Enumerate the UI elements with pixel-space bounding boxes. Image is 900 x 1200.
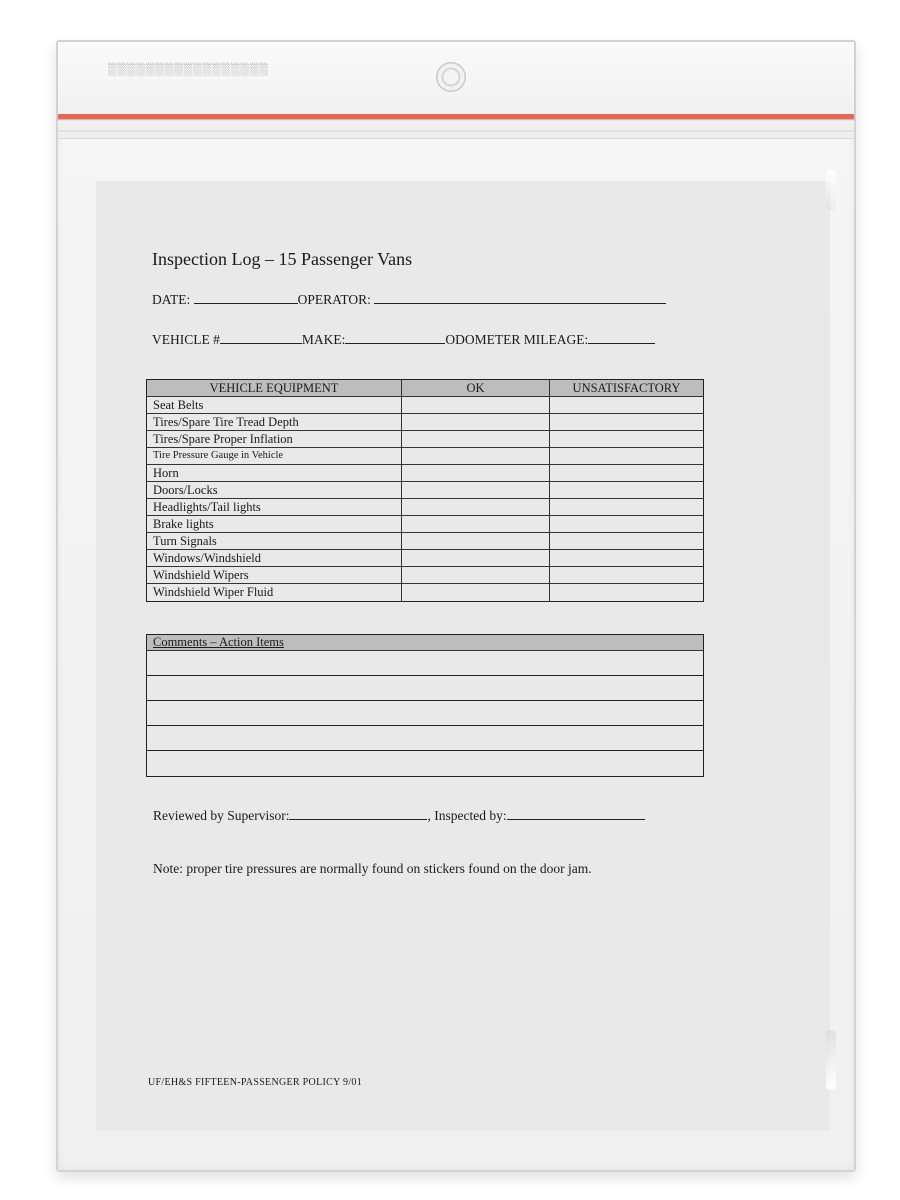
form-title: Inspection Log – 15 Passenger Vans [152,249,413,269]
table-row [147,414,703,431]
equipment-item: Windshield Wipers [147,567,402,583]
operator-label: OPERATOR: [297,292,371,307]
unsatisfactory-cell[interactable] [550,431,703,447]
sleeve-glare [826,1030,836,1090]
ok-cell[interactable] [402,397,550,413]
table-row [147,397,703,414]
make-label: MAKE: [301,332,346,347]
vehicle-number-field[interactable] [220,331,302,344]
vehicle-label: VEHICLE # [152,332,220,347]
supervisor-field[interactable] [289,807,427,820]
ok-cell[interactable] [402,414,550,430]
ok-cell[interactable] [402,516,550,532]
header-equipment: VEHICLE EQUIPMENT [147,380,402,396]
equipment-item: Horn [147,465,402,481]
tire-pressure-note: Note: proper tire pressures are normally found on stickers found on the door jam. [153,861,592,876]
table-row [147,499,703,516]
equipment-item: Tires/Spare Proper Inflation [147,431,402,447]
table-row [147,465,703,482]
unsatisfactory-cell[interactable] [550,533,703,549]
equipment-item: Windshield Wiper Fluid [147,584,402,601]
unsatisfactory-cell[interactable] [550,448,703,464]
ok-cell[interactable] [402,499,550,515]
policy-footer: UF/EH&S FIFTEEN-PASSENGER POLICY 9/01 [148,1077,362,1088]
ok-cell[interactable] [402,482,550,498]
comment-line[interactable] [147,751,703,776]
table-row [147,516,703,533]
unsatisfactory-cell[interactable] [550,516,703,532]
operator-field[interactable] [374,291,666,304]
table-row [147,482,703,499]
equipment-item: Seat Belts [147,397,402,413]
comments-header-label: Comments – Action Items [153,635,284,649]
grommet-hole-icon [436,62,466,92]
ok-cell[interactable] [402,448,550,464]
ok-cell[interactable] [402,533,550,549]
vehicle-row [152,331,655,348]
date-label: DATE: [152,292,191,307]
ok-cell[interactable] [402,584,550,601]
comments-header [147,635,703,651]
vehicle-equipment-table [146,379,704,602]
embossed-marking: ▒▒▒▒▒▒▒▒▒▒▒▒▒▒▒▒▒ [108,64,269,77]
unsatisfactory-cell[interactable] [550,567,703,583]
table-row [147,431,703,448]
equipment-item: Tire Pressure Gauge in Vehicle [147,448,402,464]
unsatisfactory-cell[interactable] [550,482,703,498]
comment-line[interactable] [147,676,703,701]
inspector-field[interactable] [507,807,645,820]
equipment-item: Windows/Windshield [147,550,402,566]
zipper-seal-line [58,114,854,119]
unsatisfactory-cell[interactable] [550,414,703,430]
inspected-by-label: , Inspected by: [427,808,507,823]
date-field[interactable] [194,291,298,304]
unsatisfactory-cell[interactable] [550,550,703,566]
unsatisfactory-cell[interactable] [550,584,703,601]
reviewed-by-label: Reviewed by Supervisor: [153,808,290,823]
odometer-field[interactable] [588,331,655,344]
ok-cell[interactable] [402,465,550,481]
equipment-item: Tires/Spare Tire Tread Depth [147,414,402,430]
table-row [147,448,703,465]
table-row [147,550,703,567]
unsatisfactory-cell[interactable] [550,499,703,515]
table-header-row [147,380,703,397]
comment-line[interactable] [147,651,703,676]
table-row [147,567,703,584]
ok-cell[interactable] [402,550,550,566]
signature-row [153,807,645,824]
equipment-item: Brake lights [147,516,402,532]
equipment-item: Turn Signals [147,533,402,549]
sleeve-glare [826,170,836,210]
header-unsatisfactory: UNSATISFACTORY [572,381,681,395]
equipment-item: Doors/Locks [147,482,402,498]
date-operator-row [152,291,666,308]
equipment-item: Headlights/Tail lights [147,499,402,515]
unsatisfactory-cell[interactable] [550,465,703,481]
header-ok: OK [402,380,550,396]
zipper-ridge [58,130,854,132]
inspection-form-sheet [96,181,830,1131]
sleeve-top-band [58,42,854,139]
odometer-label: ODOMETER MILEAGE: [445,332,589,347]
comments-table [146,634,704,777]
table-row [147,584,703,601]
ok-cell[interactable] [402,431,550,447]
table-row [147,533,703,550]
comment-line[interactable] [147,726,703,751]
ok-cell[interactable] [402,567,550,583]
make-field[interactable] [345,331,445,344]
unsatisfactory-cell[interactable] [550,397,703,413]
comment-line[interactable] [147,701,703,726]
